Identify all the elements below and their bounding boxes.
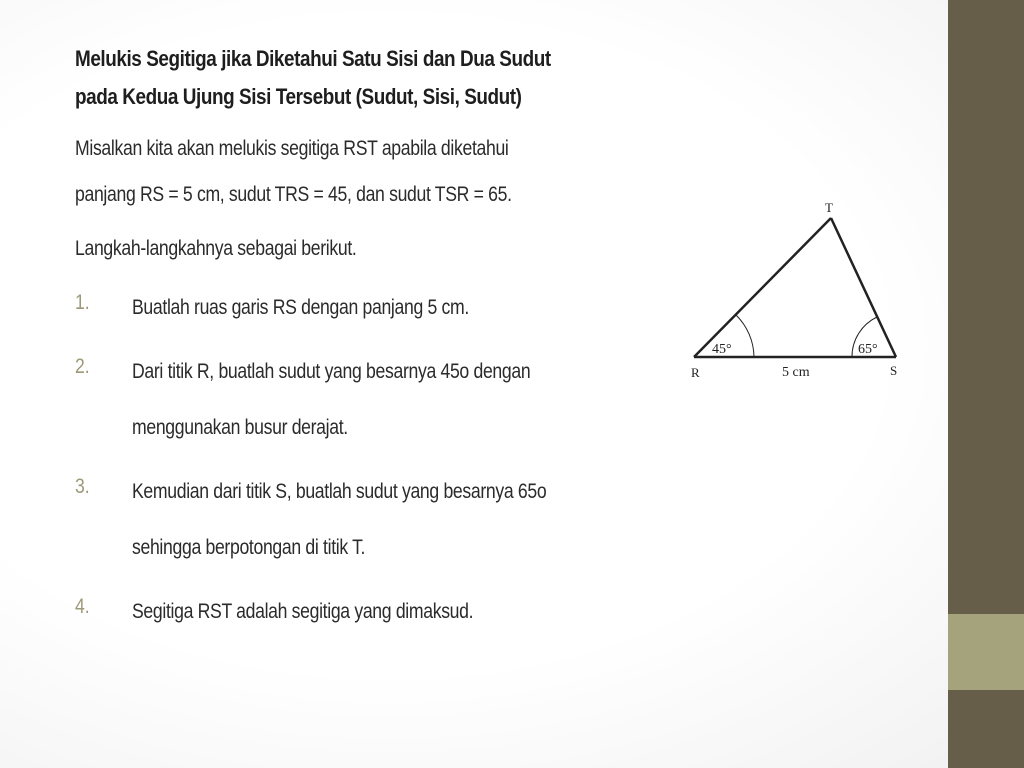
steps-list [75,280,685,640]
angle-arc-r [736,315,754,357]
step-text-line-2: menggunakan busur derajat. [132,416,348,439]
step-number: 3. [75,475,90,498]
step-item [75,584,685,640]
step-text-line-1: Segitiga RST adalah segitiga yang dimaksud. [132,600,474,623]
steps-intro: Langkah-langkahnya sebagai berikut. [75,237,357,260]
step-item [75,280,685,336]
step-item [75,344,685,456]
step-number: 1. [75,291,90,314]
step-text-line-1: Kemudian dari titik S, buatlah sudut yang besarnya 65o [132,480,547,503]
slide-title-line-2: pada Kedua Ujung Sisi Tersebut (Sudut, Sisi, Sudut) [75,84,522,109]
side-st [831,218,896,357]
intro-line-2: panjang RS = 5 cm, sudut TRS = 45, dan sudut TSR = 65. [75,183,512,206]
vertex-label-t: T [825,200,833,215]
angle-label-s: 65° [858,342,878,357]
step-text-line-1: Dari titik R, buatlah sudut yang besarnya 45o dengan [132,360,531,383]
intro-line-1: Misalkan kita akan melukis segitiga RST apabila diketahui [75,137,509,160]
step-number: 4. [75,595,90,618]
decorative-side-accent [948,614,1024,690]
step-number: 2. [75,355,90,378]
slide-content [75,40,685,640]
angle-label-r: 45° [712,342,732,357]
step-text-line-1: Buatlah ruas garis RS dengan panjang 5 cm. [132,296,469,319]
step-item [75,464,685,576]
vertex-label-s: S [890,363,898,378]
vertex-label-r: R [691,365,700,380]
step-text-line-2: sehingga berpotongan di titik T. [132,536,366,559]
slide-title-line-1: Melukis Segitiga jika Diketahui Satu Sisi dan Dua Sudut [75,46,551,71]
side-length-label: 5 cm [782,365,810,380]
triangle-diagram [686,198,908,384]
side-rt [694,218,831,357]
